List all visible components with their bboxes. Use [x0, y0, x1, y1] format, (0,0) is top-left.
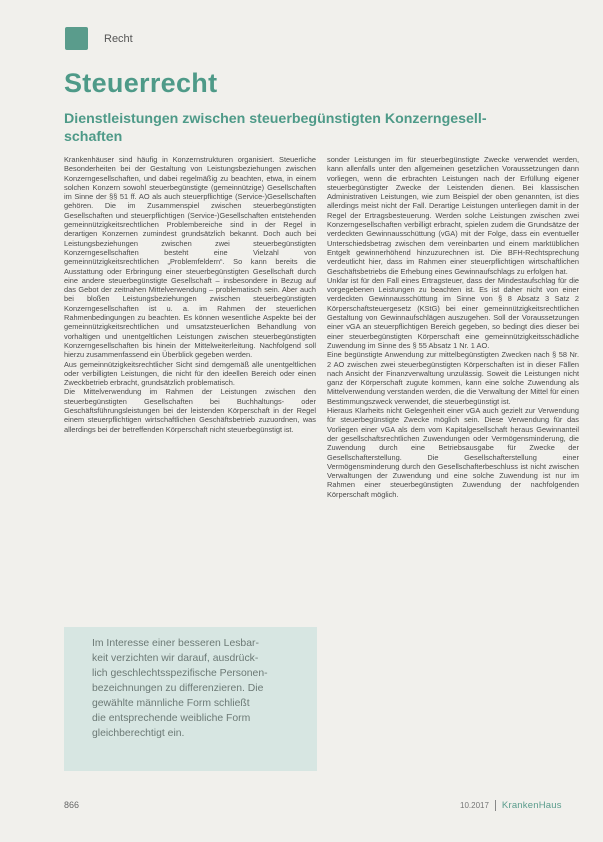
callout-line: gleichberechtigt ein. — [92, 728, 185, 739]
right-text-column — [327, 155, 579, 499]
page-number: 866 — [64, 800, 80, 810]
body-paragraph: Hieraus Klarheits nicht Gelegenheit einer vGA auch gezielt zur Verwendung für steuerbegünstigte Zwecke möglich sein. Diese Verwendung für das Vorliegen einer vGA als dem vom Kapitalgesellschaft heraus Gewinnanteil der gesellschaftsrechtlichen Zuwendungen oder Vermögensminderung, die Zuwendung durch eine Betriebsausgabe für Zwecke der Gesellschafterstellung. Die Gesellschafterstellung einer Vermögensminderung durch den Gesellschafterbeschluss ist nicht zwischen Verwaltungen der Zuwendung und eine solche Zuwendung ist nur im Rahmen einer steuerbegünstigten Zuwendung der nachfolgenden Körperschaft möglich. — [327, 406, 579, 499]
article-title: Steuerrecht — [64, 68, 218, 98]
section-color-square — [65, 27, 88, 50]
brand-logo: KrankenHaus — [501, 800, 562, 811]
callout-line: Im Interesse einer besseren Lesbar- — [92, 638, 259, 649]
footer-issue-brand — [460, 800, 562, 811]
body-paragraph: Eine begünstigte Anwendung zur mittelbegünstigten Zwecken nach § 58 Nr. 2 AO zwischen zwei steuerbegünstigten Körperschaften ist in dieser Fällen nach Ansicht der Finanzverwaltung unzulässig. Soweit die Leistungen nicht ganz der Körperschaft zugute kommen, kann eine solche Zuwendung als Mittelverwendung verstanden werden, die die Verwaltung der Mittel für einen Bestimmungszweck verwendet, die steuerbegünstigt ist. — [327, 350, 579, 406]
left-text-column — [64, 155, 316, 434]
callout-line: keit verzichten wir darauf, ausdrück- — [92, 653, 259, 664]
callout-line: die entsprechende weibliche Form — [92, 713, 251, 724]
body-paragraph: Krankenhäuser sind häufig in Konzernstrukturen organisiert. Steuerliche Besonderheiten bei der Gestaltung von Leistungsbeziehungen zwischen Konzerngesellschaften, und dabei regelmäßig zu beachten, etwa, in einem solchen Konzern sowohl steuerbegünstigte (gemeinnützige) Gesellschaften im Sinne der §§ 51 ff. AO als auch steuerpflichtige (Service-)Gesellschaften gehören. Die im Zusammenspiel zwischen steuerbegünstigten Gesellschaften und steuerpflichtigen (Service-)Gesellschaften entstehenden gemeinnützigkeitsrechtlichen Problembereiche sind in der Regel in derartigen Konzernen zumindest grundsätzlich bekannt. Doch auch bei Leistungsbeziehungen zwischen zwei steuerbegünstigten Konzerngesellschaften besteht eine Vielzahl von gemeinnützigkeitsrechtlichen „Problemfeldern“. So kann bereits die Ausstattung oder Erbringung einer steuerbegünstigten Gesellschaft durch eine andere steuerbegünstigte Gesellschaft – insbesondere in Bezug auf das Gebot der zeitnahen Mittelverwendung – problematisch sein. Aber auch bei bloßen Leistungsbeziehungen zwischen steuerbegünstigten Konzerngesellschaften ist u. a. im Rahmen der steuerlichen Rahmenbedingungen zu beachten. Es können wesentliche Aspekte bei der gemeinnützigkeitsrechtlichen und umsatzsteuerlichen Behandlung von vorhaltigen und unentgeltlichen Leistungen zwischen steuerbegünstigten Konzerngesellschaften bis hinein der Mittelweiterleitung. Nachfolgend soll hierzu zusammenfassend ein Überblick gegeben werden. — [64, 155, 316, 360]
footer-divider — [495, 800, 496, 811]
callout-box — [64, 627, 317, 771]
issue-date: 10.2017 — [460, 801, 489, 810]
body-paragraph: Aus gemeinnützigkeitsrechtlicher Sicht sind demgemäß alle unentgeltlichen oder verbilligten Leistungen, die nicht für den ideellen Bereich oder einen Zweckbetrieb erbracht, grundsätzlich problematisch. — [64, 359, 316, 388]
body-paragraph: Die Mittelverwendung im Rahmen der Leistungen zwischen den steuerbegünstigten Gesellschaften bei Buchhaltungs- oder Geschäftsführungsleistungen bei der leistenden Körperschaft in der Regel einem steuerpflichtigen wirtschaftlichen Geschäftsbetrieb zuzuordnen, was allerdings bei der betreffenden Körperschaft nicht steuerbegünstigt ist. — [64, 387, 316, 434]
callout-line: bezeichnungen zu differenzieren. Die — [92, 683, 264, 694]
callout-line: gewählte männliche Form schließt — [92, 698, 250, 709]
body-paragraph: Unklar ist für den Fall eines Ertragsteuer, dass der Mindestaufschlag für die vorgegebenen Leistungen zu beachten ist. Es ist daher nicht von einer verdeckten Gewinnausschüttung im Sinne von § 8 Absatz 3 Satz 2 Körperschaftsteuergesetz (KStG) bei einer gemeinnützigkeitsrechtlichen Gestaltung von Gewinnaufschlägen auszugehen. Soll der Voraussetzungen einer vGA an steuerpflichtigen Bereich gegeben, so bedingt dies dieser bei einer steuerbegünstigten Körperschaft eine gemeinnützigkeitsschädliche Zuwendung im Sinne des § 55 Absatz 1 Nr. 1 AO. — [327, 275, 579, 350]
section-tag — [65, 27, 133, 50]
article-subtitle: Dienstleistungen zwischen steuerbegünstigten Konzerngesell-schaften — [64, 111, 487, 145]
section-label: Recht — [104, 32, 133, 45]
body-paragraph: sonder Leistungen im für steuerbegünstigte Zwecke verwendet werden, kann allenfalls unter den allgemeinen gesetzlichen Voraussetzungen dann vorliegen, wenn die erbrachten Leistungen nach der Erfüllung eigener steuerbegünstigter Zwecke der Leistenden dienen. Bei klassischen Administrativen Leistungen, wie zum Beispiel der oben genannten, ist dies allerdings meist nicht der Fall. Derartige Leistungen unterliegen damit in der Regel der Ertragsbesteuerung. Werden solche Leistungen zwischen zwei Konzerngesellschaften verbilligt erbracht, spielen zudem die Grundsätze der verdeckten Gewinnausschüttung (vGA) mit der Folge, dass ein eventueller Unterschiedsbetrag zwischen dem vereinbarten und einem marktüblichen Entgelt gewinnerhöhend hinzuzurechnen ist. Die BFH-Rechtsprechung verdeutlicht hier, dass im Rahmen einer steuerpflichtigen wirtschaftlichen Geschäftsbetriebs die Erhebung eines Gewinnaufschlags zu erfolgen hat. — [327, 155, 579, 276]
callout-line: lich geschlechtsspezifische Personen- — [92, 668, 268, 679]
